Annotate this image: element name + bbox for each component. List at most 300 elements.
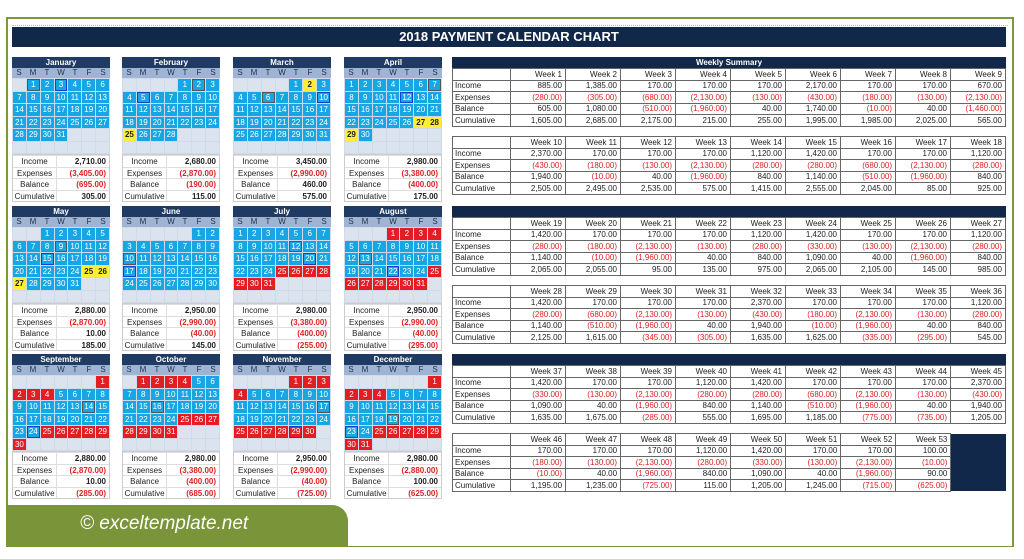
day-cell[interactable]: 8	[137, 389, 150, 401]
day-cell[interactable]: 1	[387, 228, 400, 240]
day-cell[interactable]: 25	[180, 414, 190, 424]
day-cell[interactable]: 2	[13, 389, 26, 401]
day-cell[interactable]: 7	[276, 92, 289, 104]
day-cell[interactable]: 15	[430, 402, 440, 411]
week-value[interactable]: (510.00)	[786, 400, 841, 412]
day-cell[interactable]: 10	[319, 92, 329, 102]
day-cell[interactable]: 15	[346, 105, 356, 114]
day-cell[interactable]: 10	[360, 402, 370, 411]
day-cell[interactable]: 20	[360, 266, 370, 276]
day-cell[interactable]: 5	[55, 389, 68, 401]
day-cell[interactable]: 17	[208, 105, 218, 114]
day-cell[interactable]: 24	[28, 427, 38, 436]
day-cell[interactable]: 26	[346, 279, 356, 288]
week-value[interactable]: 170.00	[676, 148, 731, 160]
summary-value[interactable]: 10.00	[85, 329, 106, 338]
day-cell[interactable]: 2	[345, 389, 358, 401]
summary-value[interactable]: 575.00	[302, 191, 327, 201]
day-cell[interactable]: 23	[249, 266, 259, 276]
day-cell[interactable]: 31	[70, 279, 80, 288]
week-value[interactable]: (1,960.00)	[841, 400, 896, 412]
day-cell[interactable]: 19	[291, 254, 301, 263]
week-value[interactable]: 170.00	[621, 297, 676, 309]
day-cell[interactable]: 25	[70, 117, 80, 127]
day-cell[interactable]: 30	[249, 279, 259, 288]
day-cell[interactable]: 14	[166, 105, 176, 114]
day-cell[interactable]: 21	[124, 414, 134, 424]
week-value[interactable]: (2,130.00)	[621, 457, 676, 469]
day-cell[interactable]: 7	[428, 79, 441, 91]
day-cell[interactable]: 29	[291, 130, 301, 139]
day-cell[interactable]: 16	[346, 414, 356, 424]
day-cell[interactable]: 25	[84, 266, 94, 276]
day-cell[interactable]: 11	[276, 241, 289, 253]
day-cell[interactable]: 3	[317, 79, 330, 91]
day-cell[interactable]: 20	[402, 414, 412, 424]
summary-value[interactable]: (685.00)	[186, 488, 216, 498]
day-cell[interactable]: 19	[152, 266, 162, 276]
day-cell[interactable]: 12	[249, 402, 259, 411]
day-cell[interactable]: 6	[206, 376, 219, 388]
day-cell[interactable]: 25	[138, 279, 148, 288]
day-cell[interactable]: 14	[374, 254, 384, 263]
week-value[interactable]: 1,120.00	[731, 148, 786, 160]
day-cell[interactable]: 19	[84, 105, 94, 114]
summary-value[interactable]: (625.00)	[408, 488, 438, 498]
week-value[interactable]: 2,495.00	[566, 183, 621, 195]
day-cell[interactable]: 19	[249, 117, 259, 127]
day-cell[interactable]: 28	[124, 427, 134, 436]
day-cell[interactable]: 17	[319, 402, 329, 411]
week-value[interactable]: 2,555.00	[786, 183, 841, 195]
day-cell[interactable]: 4	[137, 241, 150, 253]
day-cell[interactable]: 12	[98, 241, 108, 251]
day-cell[interactable]: 3	[359, 389, 372, 401]
day-cell[interactable]: 17	[360, 414, 370, 424]
week-value[interactable]: 85.00	[896, 183, 951, 195]
day-cell[interactable]: 16	[14, 414, 24, 424]
day-cell[interactable]: 11	[234, 104, 247, 116]
day-cell[interactable]: 11	[41, 401, 54, 413]
week-value[interactable]: 1,615.00	[566, 332, 621, 344]
day-cell[interactable]: 23	[152, 414, 162, 424]
week-value[interactable]: 170.00	[896, 377, 951, 389]
day-cell[interactable]: 18	[124, 117, 134, 127]
week-value[interactable]: (10.00)	[566, 252, 621, 264]
day-cell[interactable]: 1	[289, 376, 302, 388]
week-value[interactable]: 170.00	[841, 445, 896, 457]
week-value[interactable]: (335.00)	[841, 332, 896, 344]
day-cell[interactable]: 5	[96, 228, 109, 240]
week-value[interactable]: (130.00)	[841, 241, 896, 253]
summary-value[interactable]: (255.00)	[297, 340, 327, 350]
week-value[interactable]: 840.00	[951, 252, 1006, 264]
week-value[interactable]: (295.00)	[896, 332, 951, 344]
day-cell[interactable]: 20	[305, 254, 315, 263]
week-value[interactable]: 1,195.00	[511, 480, 566, 492]
day-cell[interactable]: 23	[42, 117, 52, 127]
day-cell[interactable]: 27	[208, 414, 218, 424]
day-cell[interactable]: 24	[56, 117, 66, 127]
day-cell[interactable]: 21	[319, 254, 329, 263]
day-cell[interactable]: 16	[42, 105, 52, 114]
week-value[interactable]: 100.00	[896, 445, 951, 457]
day-cell[interactable]: 19	[56, 414, 66, 424]
day-cell[interactable]: 26	[84, 117, 94, 127]
day-cell[interactable]: 27	[360, 279, 370, 288]
summary-value[interactable]: 305.00	[81, 191, 106, 201]
week-value[interactable]: (280.00)	[676, 457, 731, 469]
day-cell[interactable]: 13	[152, 105, 162, 114]
day-cell[interactable]: 23	[208, 266, 218, 276]
week-value[interactable]: 1,420.00	[731, 445, 786, 457]
week-value[interactable]: 1,140.00	[511, 252, 566, 264]
day-cell[interactable]: 18	[430, 254, 440, 263]
day-cell[interactable]: 23	[194, 117, 204, 127]
day-cell[interactable]: 27	[14, 279, 24, 288]
day-cell[interactable]: 13	[416, 92, 426, 102]
week-value[interactable]: (285.00)	[621, 412, 676, 424]
day-cell[interactable]: 12	[291, 241, 301, 251]
week-value[interactable]: (510.00)	[621, 103, 676, 115]
day-cell[interactable]: 1	[192, 228, 205, 240]
summary-value[interactable]: 460.00	[302, 180, 327, 189]
week-value[interactable]: (680.00)	[786, 389, 841, 401]
day-cell[interactable]: 7	[276, 389, 289, 401]
day-cell[interactable]: 5	[248, 389, 261, 401]
week-value[interactable]: 170.00	[676, 297, 731, 309]
week-value[interactable]: 40.00	[566, 400, 621, 412]
week-value[interactable]: 2,175.00	[621, 115, 676, 127]
week-value[interactable]: 1,940.00	[951, 400, 1006, 412]
day-cell[interactable]: 2	[303, 79, 316, 91]
week-value[interactable]: 170.00	[896, 80, 951, 92]
day-cell[interactable]: 15	[291, 105, 301, 114]
week-value[interactable]: 170.00	[786, 377, 841, 389]
week-value[interactable]: (280.00)	[511, 92, 566, 104]
day-cell[interactable]: 12	[152, 254, 162, 263]
week-value[interactable]: (130.00)	[731, 92, 786, 104]
day-cell[interactable]: 18	[235, 414, 245, 424]
day-cell[interactable]: 20	[263, 414, 273, 424]
day-cell[interactable]: 24	[263, 266, 273, 276]
day-cell[interactable]: 2	[151, 376, 164, 388]
week-value[interactable]: (2,130.00)	[841, 457, 896, 469]
week-value[interactable]: (330.00)	[731, 457, 786, 469]
day-cell[interactable]: 12	[84, 92, 94, 102]
day-cell[interactable]: 30	[305, 427, 315, 436]
day-cell[interactable]: 20	[70, 414, 80, 424]
day-cell[interactable]: 14	[416, 402, 426, 411]
week-value[interactable]: 170.00	[566, 297, 621, 309]
day-cell[interactable]: 30	[208, 279, 218, 288]
day-cell[interactable]: 21	[14, 117, 24, 127]
week-value[interactable]: (430.00)	[786, 92, 841, 104]
day-cell[interactable]: 24	[319, 414, 329, 424]
week-value[interactable]: 1,120.00	[676, 445, 731, 457]
week-value[interactable]: 1,080.00	[566, 103, 621, 115]
day-cell[interactable]: 9	[400, 241, 413, 253]
week-value[interactable]: (2,130.00)	[621, 241, 676, 253]
day-cell[interactable]: 24	[374, 117, 384, 127]
day-cell[interactable]: 4	[234, 92, 247, 104]
day-cell[interactable]: 3	[68, 228, 81, 240]
day-cell[interactable]: 3	[373, 79, 386, 91]
day-cell[interactable]: 1	[178, 79, 191, 91]
week-value[interactable]: 170.00	[676, 80, 731, 92]
week-value[interactable]: (2,130.00)	[621, 389, 676, 401]
summary-value[interactable]: (2,990.00)	[290, 168, 327, 178]
week-value[interactable]: 40.00	[676, 320, 731, 332]
day-cell[interactable]: 6	[303, 228, 316, 240]
day-cell[interactable]: 29	[42, 279, 52, 288]
day-cell[interactable]: 30	[152, 427, 162, 436]
week-value[interactable]: 170.00	[841, 297, 896, 309]
week-value[interactable]: 170.00	[621, 377, 676, 389]
week-value[interactable]: 2,025.00	[896, 115, 951, 127]
day-cell[interactable]: 1	[345, 79, 358, 91]
week-value[interactable]: (130.00)	[896, 309, 951, 321]
week-value[interactable]: 1,185.00	[786, 412, 841, 424]
day-cell[interactable]: 4	[428, 228, 441, 240]
day-cell[interactable]: 14	[124, 402, 134, 411]
day-cell[interactable]: 24	[124, 279, 134, 288]
day-cell[interactable]: 21	[166, 117, 176, 127]
day-cell[interactable]: 8	[289, 389, 302, 401]
day-cell[interactable]: 5	[82, 79, 95, 91]
day-cell[interactable]: 23	[305, 414, 315, 424]
week-value[interactable]: (345.00)	[621, 332, 676, 344]
week-value[interactable]: 1,420.00	[511, 297, 566, 309]
day-cell[interactable]: 2	[303, 376, 316, 388]
day-cell[interactable]: 6	[96, 79, 109, 91]
day-cell[interactable]: 20	[416, 105, 426, 114]
week-value[interactable]: 40.00	[896, 320, 951, 332]
summary-value[interactable]: (400.00)	[297, 329, 327, 338]
week-value[interactable]: 1,985.00	[841, 115, 896, 127]
day-cell[interactable]: 23	[360, 117, 370, 127]
day-cell[interactable]: 16	[360, 105, 370, 114]
day-cell[interactable]: 2	[248, 228, 261, 240]
day-cell[interactable]: 31	[416, 279, 426, 288]
day-cell[interactable]: 8	[345, 92, 358, 104]
day-cell[interactable]: 6	[359, 241, 372, 253]
week-value[interactable]: 840.00	[731, 252, 786, 264]
day-cell[interactable]: 12	[346, 254, 356, 263]
day-cell[interactable]: 2	[192, 79, 205, 91]
day-cell[interactable]: 13	[305, 241, 315, 251]
day-cell[interactable]: 9	[206, 241, 219, 253]
week-value[interactable]: 170.00	[621, 229, 676, 241]
day-cell[interactable]: 10	[208, 92, 218, 102]
day-cell[interactable]: 5	[192, 376, 205, 388]
day-cell[interactable]: 31	[263, 279, 273, 288]
day-cell[interactable]: 8	[289, 92, 302, 104]
week-value[interactable]: (1,960.00)	[621, 252, 676, 264]
day-cell[interactable]: 19	[388, 414, 398, 424]
week-value[interactable]: 1,420.00	[511, 229, 566, 241]
day-cell[interactable]: 17	[124, 266, 134, 276]
day-cell[interactable]: 15	[388, 254, 398, 263]
week-value[interactable]: (2,130.00)	[676, 160, 731, 172]
day-cell[interactable]: 28	[84, 427, 94, 436]
day-cell[interactable]: 14	[84, 402, 94, 411]
day-cell[interactable]: 17	[70, 254, 80, 263]
week-value[interactable]: 170.00	[511, 445, 566, 457]
week-value[interactable]: 1,415.00	[731, 183, 786, 195]
day-cell[interactable]: 17	[416, 254, 426, 263]
summary-value[interactable]: 175.00	[413, 191, 438, 201]
day-cell[interactable]: 14	[277, 105, 287, 114]
day-cell[interactable]: 19	[346, 266, 356, 276]
week-value[interactable]: (775.00)	[841, 412, 896, 424]
day-cell[interactable]: 25	[42, 427, 52, 436]
summary-value[interactable]: 2,980.00	[184, 454, 216, 463]
day-cell[interactable]: 25	[235, 130, 245, 139]
day-cell[interactable]: 22	[430, 414, 440, 424]
week-value[interactable]: (1,960.00)	[896, 252, 951, 264]
day-cell[interactable]: 28	[180, 279, 190, 288]
day-cell[interactable]: 23	[346, 427, 356, 436]
week-value[interactable]: 2,125.00	[511, 332, 566, 344]
day-cell[interactable]: 4	[123, 92, 136, 104]
day-cell[interactable]: 9	[192, 92, 205, 104]
week-value[interactable]: 1,940.00	[731, 320, 786, 332]
week-value[interactable]: 1,625.00	[786, 332, 841, 344]
day-cell[interactable]: 30	[42, 130, 52, 139]
summary-value[interactable]: 2,680.00	[184, 157, 216, 166]
week-value[interactable]: 1,120.00	[951, 148, 1006, 160]
day-cell[interactable]: 29	[98, 427, 108, 436]
day-cell[interactable]: 31	[319, 130, 329, 139]
day-cell[interactable]: 13	[14, 254, 24, 263]
day-cell[interactable]: 30	[305, 130, 315, 139]
week-value[interactable]: 2,505.00	[511, 183, 566, 195]
day-cell[interactable]: 3	[206, 79, 219, 91]
day-cell[interactable]: 6	[400, 389, 413, 401]
week-value[interactable]: 135.00	[676, 264, 731, 276]
day-cell[interactable]: 24	[319, 117, 329, 127]
week-value[interactable]: 170.00	[786, 297, 841, 309]
week-value[interactable]: 925.00	[951, 183, 1006, 195]
day-cell[interactable]: 13	[98, 92, 108, 102]
day-cell[interactable]: 11	[428, 241, 441, 253]
summary-value[interactable]: (3,380.00)	[179, 465, 216, 475]
day-cell[interactable]: 18	[277, 254, 287, 263]
day-cell[interactable]: 22	[42, 266, 52, 276]
week-value[interactable]: 40.00	[786, 468, 841, 480]
week-value[interactable]: 565.00	[951, 115, 1006, 127]
week-value[interactable]: 2,055.00	[566, 264, 621, 276]
summary-value[interactable]: (400.00)	[186, 477, 216, 486]
week-value[interactable]: 1,995.00	[786, 115, 841, 127]
day-cell[interactable]: 27	[305, 266, 315, 276]
week-value[interactable]: (130.00)	[896, 92, 951, 104]
day-cell[interactable]: 8	[428, 389, 441, 401]
week-value[interactable]: (1,460.00)	[951, 103, 1006, 115]
day-cell[interactable]: 15	[98, 402, 108, 411]
day-cell[interactable]: 28	[28, 279, 38, 288]
week-value[interactable]: 555.00	[676, 412, 731, 424]
day-cell[interactable]: 27	[263, 130, 273, 139]
week-value[interactable]: 975.00	[731, 264, 786, 276]
day-cell[interactable]: 27	[416, 117, 426, 127]
day-cell[interactable]: 8	[96, 389, 109, 401]
week-value[interactable]: 170.00	[676, 229, 731, 241]
day-cell[interactable]: 4	[387, 79, 400, 91]
day-cell[interactable]: 4	[178, 376, 191, 388]
week-value[interactable]: (10.00)	[841, 103, 896, 115]
week-value[interactable]: 170.00	[786, 445, 841, 457]
day-cell[interactable]: 14	[277, 402, 287, 411]
summary-value[interactable]: 2,980.00	[406, 157, 438, 166]
week-value[interactable]: 2,685.00	[566, 115, 621, 127]
day-cell[interactable]: 13	[70, 402, 80, 411]
week-value[interactable]: 1,140.00	[511, 320, 566, 332]
summary-value[interactable]: (3,405.00)	[69, 168, 106, 178]
summary-value[interactable]: (3,380.00)	[290, 317, 327, 327]
day-cell[interactable]: 29	[430, 427, 440, 436]
summary-value[interactable]: (400.00)	[408, 180, 438, 189]
day-cell[interactable]: 16	[208, 254, 218, 263]
day-cell[interactable]: 2	[41, 79, 54, 91]
day-cell[interactable]: 3	[123, 241, 136, 253]
day-cell[interactable]: 14	[430, 92, 440, 102]
day-cell[interactable]: 4	[82, 228, 95, 240]
week-value[interactable]: (715.00)	[841, 480, 896, 492]
day-cell[interactable]: 26	[388, 427, 398, 436]
week-value[interactable]: (280.00)	[676, 389, 731, 401]
day-cell[interactable]: 29	[194, 279, 204, 288]
week-value[interactable]: (430.00)	[951, 389, 1006, 401]
day-cell[interactable]: 16	[249, 254, 259, 263]
week-value[interactable]: (330.00)	[511, 389, 566, 401]
week-value[interactable]: 90.00	[896, 468, 951, 480]
week-value[interactable]: 170.00	[841, 148, 896, 160]
summary-value[interactable]: 2,980.00	[295, 306, 327, 315]
day-cell[interactable]: 21	[430, 105, 440, 114]
day-cell[interactable]: 31	[56, 130, 66, 139]
week-value[interactable]: 1,205.00	[951, 412, 1006, 424]
week-value[interactable]: (180.00)	[511, 457, 566, 469]
day-cell[interactable]: 17	[166, 402, 176, 411]
week-value[interactable]: 2,045.00	[841, 183, 896, 195]
day-cell[interactable]: 24	[166, 414, 176, 424]
summary-value[interactable]: 115.00	[191, 191, 216, 201]
day-cell[interactable]: 13	[166, 254, 176, 263]
day-cell[interactable]: 7	[178, 241, 191, 253]
day-cell[interactable]: 7	[123, 389, 136, 401]
summary-value[interactable]: 2,710.00	[74, 157, 106, 166]
day-cell[interactable]: 11	[387, 92, 400, 104]
week-value[interactable]: 840.00	[951, 320, 1006, 332]
day-cell[interactable]: 13	[360, 254, 370, 263]
day-cell[interactable]: 26	[138, 130, 148, 139]
week-value[interactable]: 885.00	[511, 80, 566, 92]
week-value[interactable]: (680.00)	[621, 92, 676, 104]
week-value[interactable]: 1,120.00	[731, 229, 786, 241]
day-cell[interactable]: 30	[56, 279, 66, 288]
day-cell[interactable]: 1	[428, 376, 441, 388]
day-cell[interactable]: 19	[98, 254, 108, 263]
day-cell[interactable]: 25	[430, 266, 440, 276]
day-cell[interactable]: 4	[68, 79, 81, 91]
week-value[interactable]: (10.00)	[786, 320, 841, 332]
summary-value[interactable]: (40.00)	[412, 329, 438, 338]
day-cell[interactable]: 15	[42, 254, 52, 263]
week-value[interactable]: 2,170.00	[786, 80, 841, 92]
week-value[interactable]: 40.00	[566, 468, 621, 480]
